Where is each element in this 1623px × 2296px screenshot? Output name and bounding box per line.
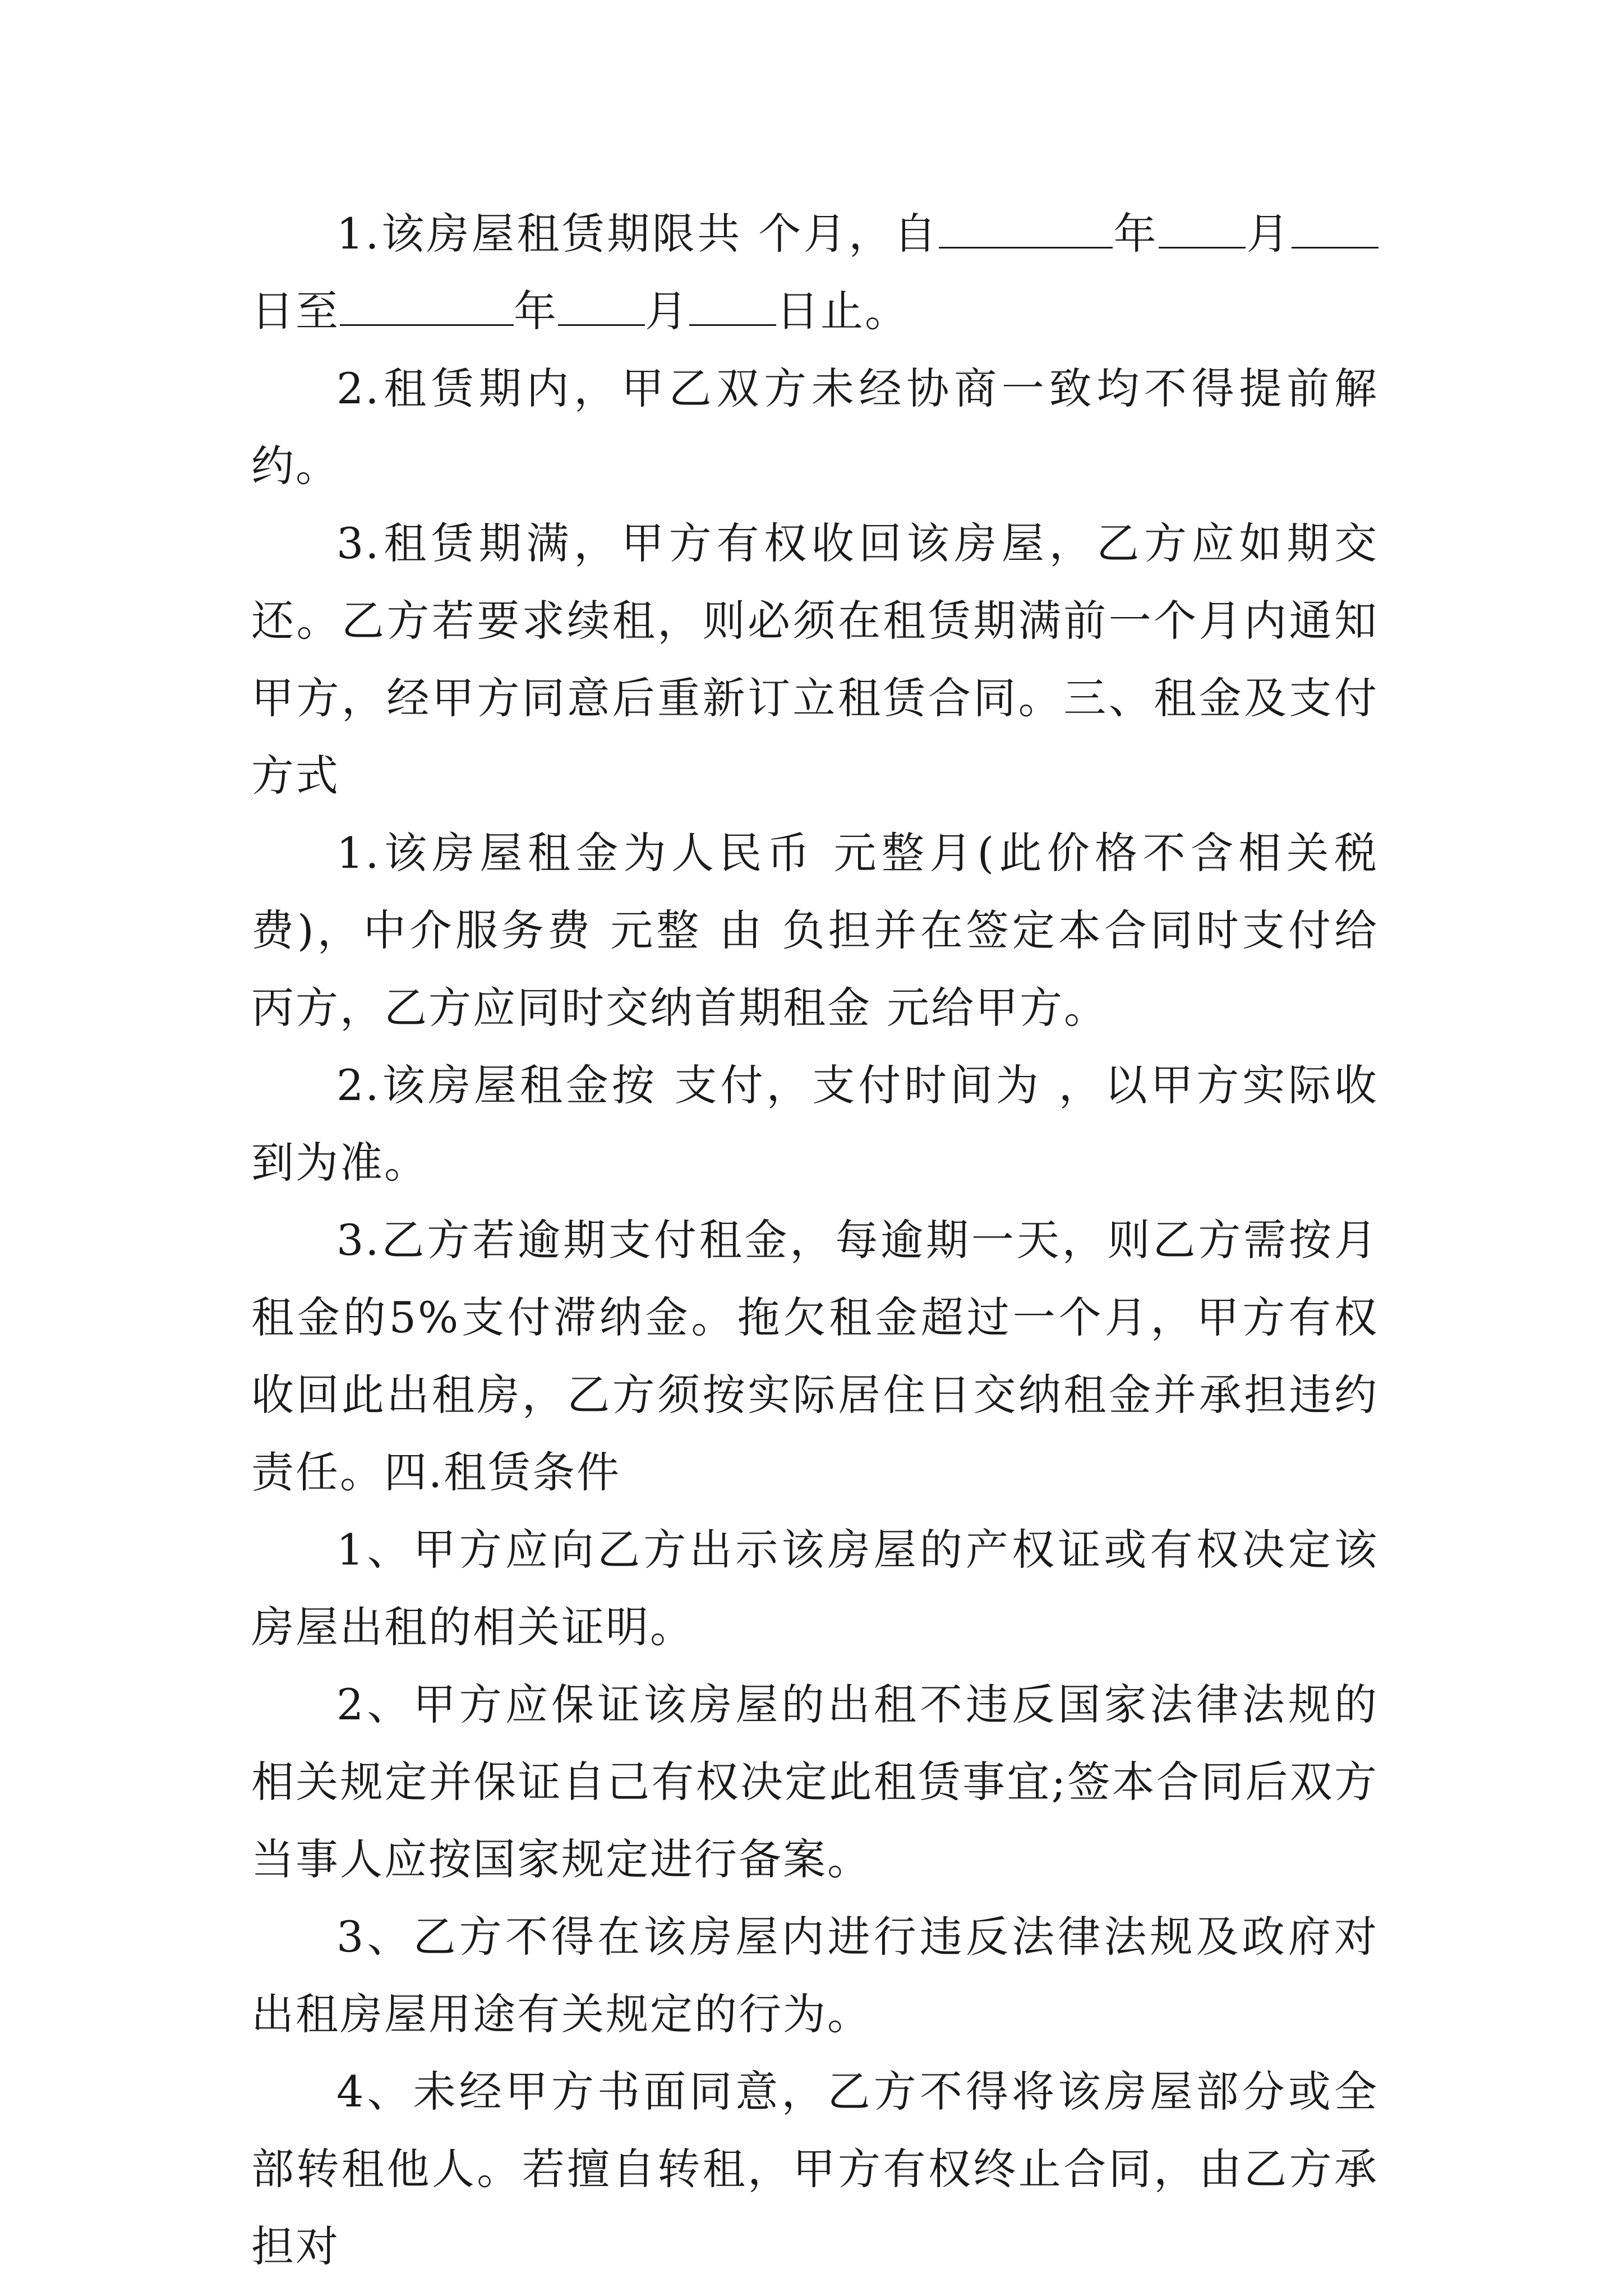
- lease-term-text-7: 日止。: [776, 286, 909, 336]
- paragraph-late-payment: 3.乙方若逾期支付租金，每逾期一天，则乙方需按月租金的5%支付滞纳金。拖欠租金超过一个月，甲方有权收回此出租房，乙方须按实际居住日交纳租金并承担违约责任。四.租赁条件: [251, 1215, 1378, 1497]
- paragraph-condition-2: 2、甲方应保证该房屋的出租不违反国家法律法规的相关规定并保证自己有权决定此租赁事宜;签本合同后双方当事人应按国家规定进行备案。: [251, 1680, 1378, 1884]
- lease-term-text-3: 月: [1246, 209, 1292, 259]
- blank-start-month: [1159, 208, 1246, 249]
- paragraph-condition-1: 1、甲方应向乙方出示该房屋的产权证或有权决定该房屋出租的相关证明。: [251, 1525, 1378, 1652]
- blank-start-year: [939, 208, 1113, 249]
- paragraph-condition-3: 3、乙方不得在该房屋内进行违反法律法规及政府对出租房屋用途有关规定的行为。: [251, 1912, 1378, 2039]
- document-body: [251, 195, 1378, 2285]
- paragraph-rent-amount: 1.该房屋租金为人民币 元整月(此价格不含相关税费)，中介服务费 元整 由 负担并在签定本合同时支付给丙方，乙方应同时交纳首期租金 元给甲方。: [251, 828, 1378, 1033]
- blank-start-day: [1292, 208, 1378, 249]
- paragraph-lease-expiry: 3.租赁期满，甲方有权收回该房屋，乙方应如期交还。乙方若要求续租，则必须在租赁期满前一个月内通知甲方，经甲方同意后重新订立租赁合同。三、租金及支付方式: [251, 518, 1378, 800]
- blank-end-year: [340, 285, 514, 326]
- paragraph-condition-4: 4、未经甲方书面同意，乙方不得将该房屋部分或全部转租他人。若擅自转租，甲方有权终止合同，由乙方承担对: [251, 2067, 1378, 2271]
- paragraph-payment-method: 2.该房屋租金按 支付，支付时间为 ，以甲方实际收到为准。: [251, 1060, 1378, 1188]
- lease-term-text-5: 年: [514, 286, 558, 336]
- blank-end-day: [689, 285, 776, 326]
- lease-term-text-6: 月: [645, 286, 689, 336]
- lease-term-text-1: 1.该房屋租赁期限共 个月，自: [336, 209, 939, 259]
- paragraph-lease-term: [251, 195, 1378, 350]
- blank-end-month: [558, 285, 645, 326]
- paragraph-no-early-termination: 2.租赁期内，甲乙双方未经协商一致均不得提前解约。: [251, 364, 1378, 491]
- lease-term-text-4: 日至: [251, 286, 340, 336]
- lease-term-text-2: 年: [1113, 209, 1159, 259]
